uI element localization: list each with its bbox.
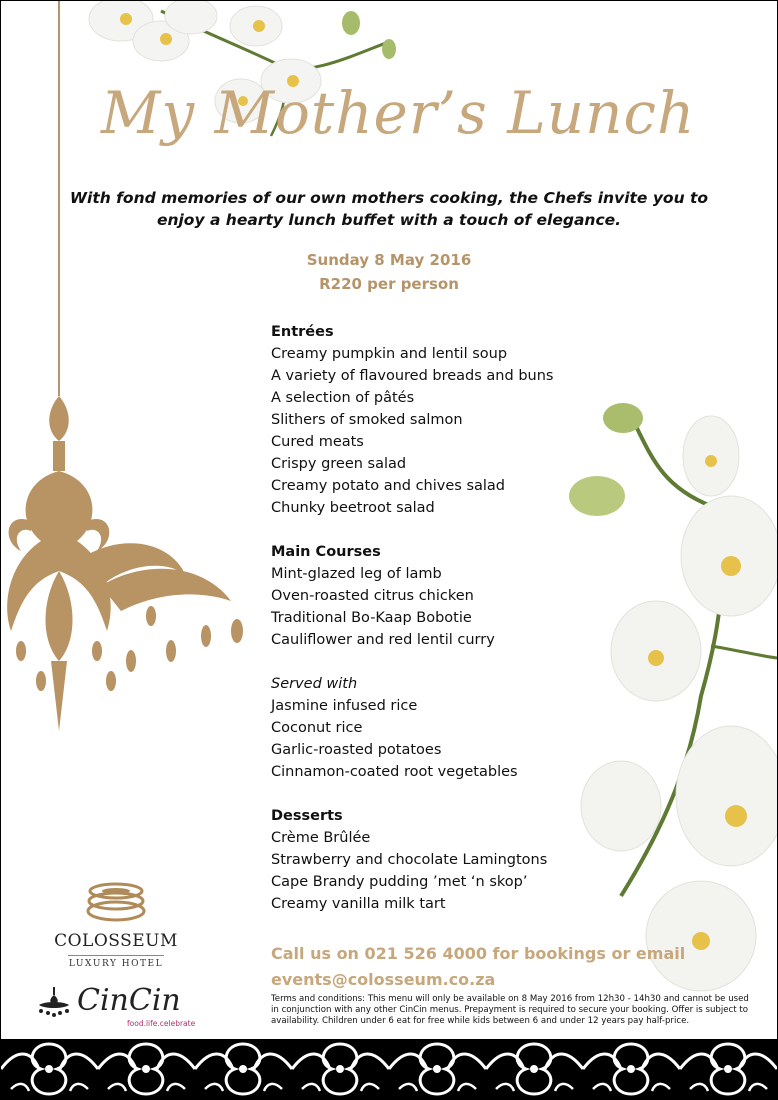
list-item: Cured meats — [271, 434, 364, 450]
list-item: Jasmine infused rice — [271, 698, 418, 714]
contact-info — [271, 941, 711, 993]
event-price: R220 per person — [319, 275, 459, 293]
event-date: Sunday 8 May 2016 — [306, 251, 472, 269]
list-item: Creamy pumpkin and lentil soup — [271, 346, 508, 362]
colosseum-logo-icon — [86, 881, 146, 923]
colosseum-sub: LUXURY HOTEL — [68, 955, 164, 969]
list-item: Traditional Bo-Kaap Bobotie — [271, 610, 472, 626]
list-item: Mint-glazed leg of lamb — [271, 566, 442, 582]
intro-text: With fond memories of our own mothers cooking, the Chefs invite you to enjoy a hearty lunch buffet with a touch of elegance. — [69, 189, 709, 229]
contact-email-link[interactable]: events@colosseum.co.za — [271, 970, 496, 989]
list-item: Cinnamon-coated root vegetables — [271, 764, 518, 780]
damask-pattern-svg — [1, 1039, 777, 1099]
list-item: Cauliflower and red lentil curry — [271, 632, 495, 648]
orchid-icon — [561, 396, 777, 996]
spacer — [271, 519, 591, 541]
page-title: My Mother’s Lunch — [101, 79, 696, 147]
list-item: Garlic-roasted potatoes — [271, 742, 442, 758]
section-title-mains: Main Courses — [271, 544, 381, 560]
damask-pattern — [1, 1039, 777, 1099]
section-title-entrees: Entrées — [271, 324, 334, 340]
list-item: Strawberry and chocolate Lamingtons — [271, 852, 548, 868]
colosseum-logo — [51, 881, 181, 969]
list-item: Crème Brûlée — [271, 830, 371, 846]
menu-list — [271, 321, 591, 915]
terms-text: Terms and conditions: This menu will only be available on 8 May 2016 from 12h30 - 14h30 and cannot be used in conjunction with any other CinCin menus. Prepayment is required to secure your booking. Offer is subject to availability. Children under 6 eat for free while kids between 6 and under 12 years pay half-price. — [271, 994, 749, 1026]
list-item: Cape Brandy pudding ’met ‘n skop’ — [271, 874, 528, 890]
colosseum-name: COLOSSEUM — [54, 931, 178, 951]
list-item: A selection of pâtés — [271, 390, 415, 406]
spacer — [271, 783, 591, 805]
spacer — [271, 651, 591, 673]
list-item: Oven-roasted citrus chicken — [271, 588, 474, 604]
list-item: Slithers of smoked salmon — [271, 412, 463, 428]
cincin-tagline: food.life.celebrate — [127, 1019, 196, 1028]
contact-phone: Call us on 021 526 4000 for bookings or email — [271, 944, 686, 963]
section-title-desserts: Desserts — [271, 808, 343, 824]
cincin-name: CinCin — [77, 983, 181, 1018]
list-item: Creamy potato and chives salad — [271, 478, 506, 494]
cincin-logo — [37, 981, 207, 1036]
section-title-served-with: Served with — [271, 676, 358, 692]
list-item: A variety of flavoured breads and buns — [271, 368, 554, 384]
list-item: Chunky beetroot salad — [271, 500, 435, 516]
list-item: Coconut rice — [271, 720, 363, 736]
list-item: Creamy vanilla milk tart — [271, 896, 446, 912]
list-item: Crispy green salad — [271, 456, 407, 472]
chandelier-small-icon — [37, 987, 71, 1021]
